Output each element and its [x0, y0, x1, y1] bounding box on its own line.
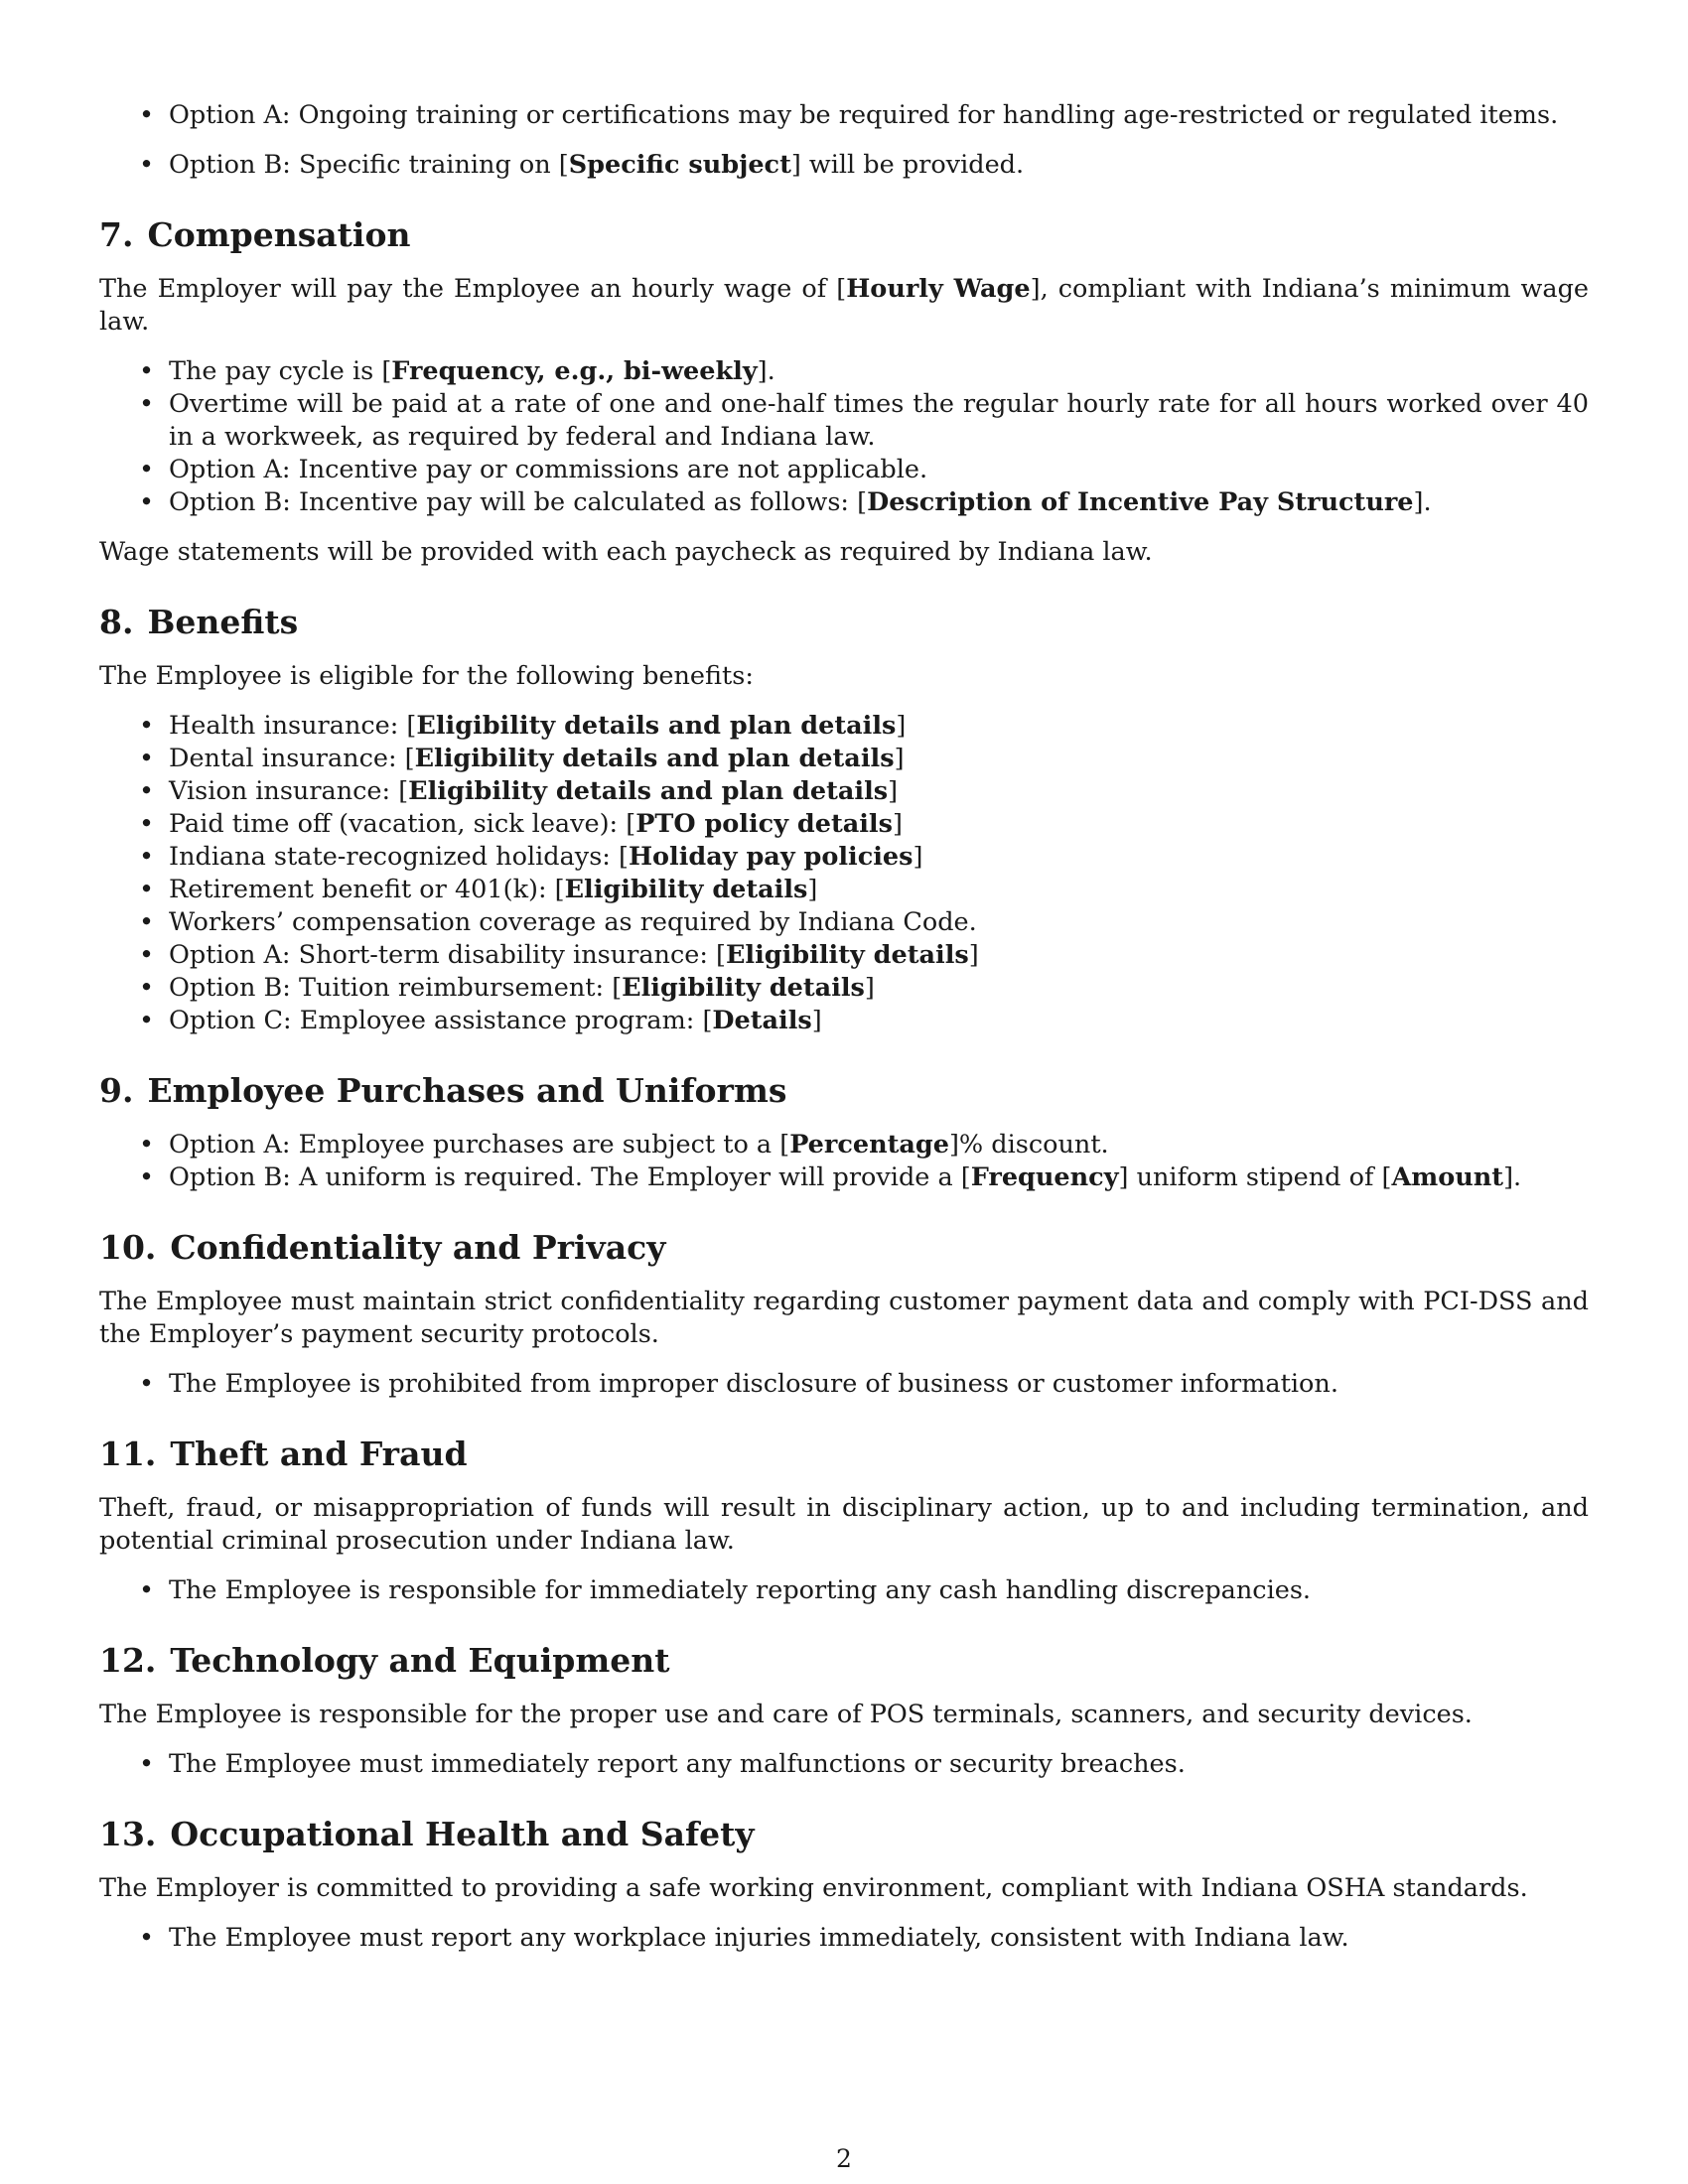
- training-options-list: [99, 99, 1589, 182]
- list-item: • Option B: A uniform is required. The Employer will provide a [Frequency] uniform stipend of [Amount].: [169, 1161, 1589, 1194]
- section-heading-purchases-uniforms: 9. Employee Purchases and Uniforms: [99, 1071, 787, 1110]
- paragraph: The Employee is eligible for the following benefits:: [99, 661, 754, 691]
- list-item: • Option A: Employee purchases are subject to a [Percentage]% discount.: [169, 1129, 1589, 1161]
- paragraph: The Employee must maintain strict confidentiality regarding customer payment data and comply with PCI-DSS and the Employer’s payment security protocols.: [99, 1287, 1589, 1349]
- list-item: • Paid time off (vacation, sick leave): [PTO policy details]: [169, 808, 1589, 841]
- paragraph: The Employer is committed to providing a safe working environment, compliant with Indiana OSHA standards.: [99, 1873, 1528, 1903]
- purchases-list: [99, 1129, 1589, 1194]
- benefits-list: [99, 710, 1589, 1037]
- list-item: • Vision insurance: [Eligibility details and plan details]: [169, 775, 1589, 808]
- health-safety-list: [99, 1922, 1589, 1955]
- section-heading-confidentiality: 10. Confidentiality and Privacy: [99, 1228, 666, 1267]
- list-item: • The Employee must report any workplace injuries immediately, consistent with Indiana law.: [169, 1922, 1589, 1955]
- list-item: • Overtime will be paid at a rate of one and one-half times the regular hourly rate for all hours worked over 40 in a workweek, as required by federal and Indiana law.: [169, 388, 1589, 454]
- section-heading-benefits: 8. Benefits: [99, 603, 299, 641]
- page-number: 2: [836, 2144, 852, 2173]
- list-item: • Workers’ compensation coverage as required by Indiana Code.: [169, 906, 1589, 939]
- list-item: • Indiana state-recognized holidays: [Holiday pay policies]: [169, 841, 1589, 874]
- section-heading-health-safety: 13. Occupational Health and Safety: [99, 1815, 755, 1853]
- paragraph: Wage statements will be provided with each paycheck as required by Indiana law.: [99, 537, 1153, 567]
- list-item: • Dental insurance: [Eligibility details and plan details]: [169, 743, 1589, 775]
- list-item: • The Employee must immediately report any malfunctions or security breaches.: [169, 1748, 1589, 1781]
- list-item: • Retirement benefit or 401(k): [Eligibility details]: [169, 874, 1589, 906]
- list-item: • Health insurance: [Eligibility details and plan details]: [169, 710, 1589, 743]
- paragraph: The Employee is responsible for the proper use and care of POS terminals, scanners, and security devices.: [99, 1700, 1473, 1729]
- technology-list: [99, 1748, 1589, 1781]
- compensation-list: [99, 355, 1589, 519]
- theft-list: [99, 1574, 1589, 1607]
- confidentiality-list: [99, 1368, 1589, 1401]
- list-item: • The Employee is responsible for immediately reporting any cash handling discrepancies.: [169, 1574, 1589, 1607]
- paragraph: The Employer will pay the Employee an hourly wage of [Hourly Wage], compliant with Indiana’s minimum wage law.: [99, 274, 1589, 337]
- list-item: • Option B: Incentive pay will be calculated as follows: [Description of Incentive Pay Structure].: [169, 486, 1589, 519]
- list-item: • Option A: Ongoing training or certifications may be required for handling age-restricted or regulated items.: [169, 99, 1589, 132]
- list-item: • Option A: Short-term disability insurance: [Eligibility details]: [169, 939, 1589, 972]
- list-item: • The pay cycle is [Frequency, e.g., bi-weekly].: [169, 355, 1589, 388]
- document-page: [99, 0, 1589, 2184]
- list-item: • Option B: Tuition reimbursement: [Eligibility details]: [169, 972, 1589, 1005]
- section-heading-theft-fraud: 11. Theft and Fraud: [99, 1434, 468, 1473]
- paragraph: Theft, fraud, or misappropriation of funds will result in disciplinary action, up to and including termination, and potential criminal prosecution under Indiana law.: [99, 1493, 1589, 1556]
- list-item: • Option B: Specific training on [Specific subject] will be provided.: [169, 149, 1589, 182]
- list-item: • The Employee is prohibited from improper disclosure of business or customer information.: [169, 1368, 1589, 1401]
- list-item: • Option A: Incentive pay or commissions are not applicable.: [169, 454, 1589, 486]
- section-heading-technology: 12. Technology and Equipment: [99, 1641, 670, 1680]
- section-heading-compensation: 7. Compensation: [99, 215, 411, 254]
- list-item: • Option C: Employee assistance program: [Details]: [169, 1005, 1589, 1037]
